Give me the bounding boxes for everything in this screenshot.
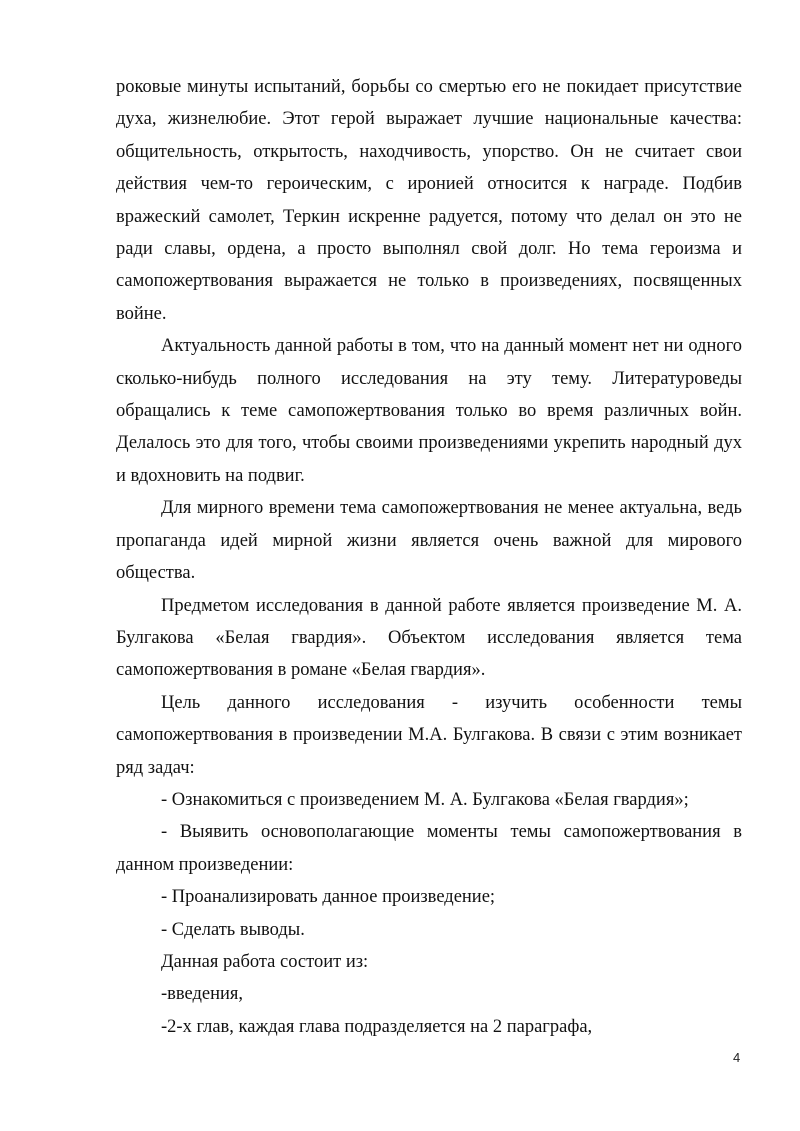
- task-item: - Проанализировать данное произведение;: [161, 887, 496, 908]
- page-number: 4: [733, 1050, 741, 1065]
- paragraph-subject: Предметом исследования в данной работе является произведение М. А. Булгакова «Белая гвардия». Объектом исследования является тема самопожертвования в романе «Белая гвардия».: [116, 595, 742, 681]
- task-item: - Сделать выводы.: [161, 919, 305, 940]
- paragraph-peacetime: Для мирного времени тема самопожертвования не менее актуальна, ведь пропаганда идей мирной жизни является очень важной для мирового общества.: [116, 498, 742, 584]
- paragraph-relevance: Актуальность данной работы в том, что на данный момент нет ни одного сколько-нибудь полного исследования на эту тему. Литературоведы обращались к теме самопожертвования только во время различных войн. Делалось это для того, чтобы своими произведениями укрепить народный дух и вдохновить на подвиг.: [116, 336, 742, 486]
- structure-item: -2-х глав, каждая глава подразделяется на 2 параграфа,: [161, 1016, 593, 1037]
- structure-list: [116, 978, 742, 1043]
- paragraph-continuation: роковые минуты испытаний, борьбы со смертью его не покидает присутствие духа, жизнелюбие. Этот герой выражает лучшие национальные качества: общительность, открытость, находчивость, упорство. Он не считает свои действия чем-то героическим, с иронией относится к награде. Подбив вражеский самолет, Теркин искренне радуется, потому что делал он это не ради славы, ордена, а просто выполнял свой долг. Но тема героизма и самопожертвования выражается не только в произведениях, посвященных войне.: [116, 77, 742, 324]
- structure-intro: Данная работа состоит из:: [161, 951, 369, 972]
- task-item: - Выявить основополагающие моменты темы самопожертвования в данном произведении:: [116, 822, 742, 875]
- paragraph-goal: Цель данного исследования - изучить особенности темы самопожертвования в произведении М.А. Булгакова. В связи с этим возникает ряд задач:: [116, 692, 742, 778]
- task-list: [116, 784, 742, 946]
- structure-item: -введения,: [161, 984, 244, 1005]
- document-page: [116, 71, 742, 1043]
- task-item: - Ознакомиться с произведением М. А. Булгакова «Белая гвардия»;: [161, 789, 689, 810]
